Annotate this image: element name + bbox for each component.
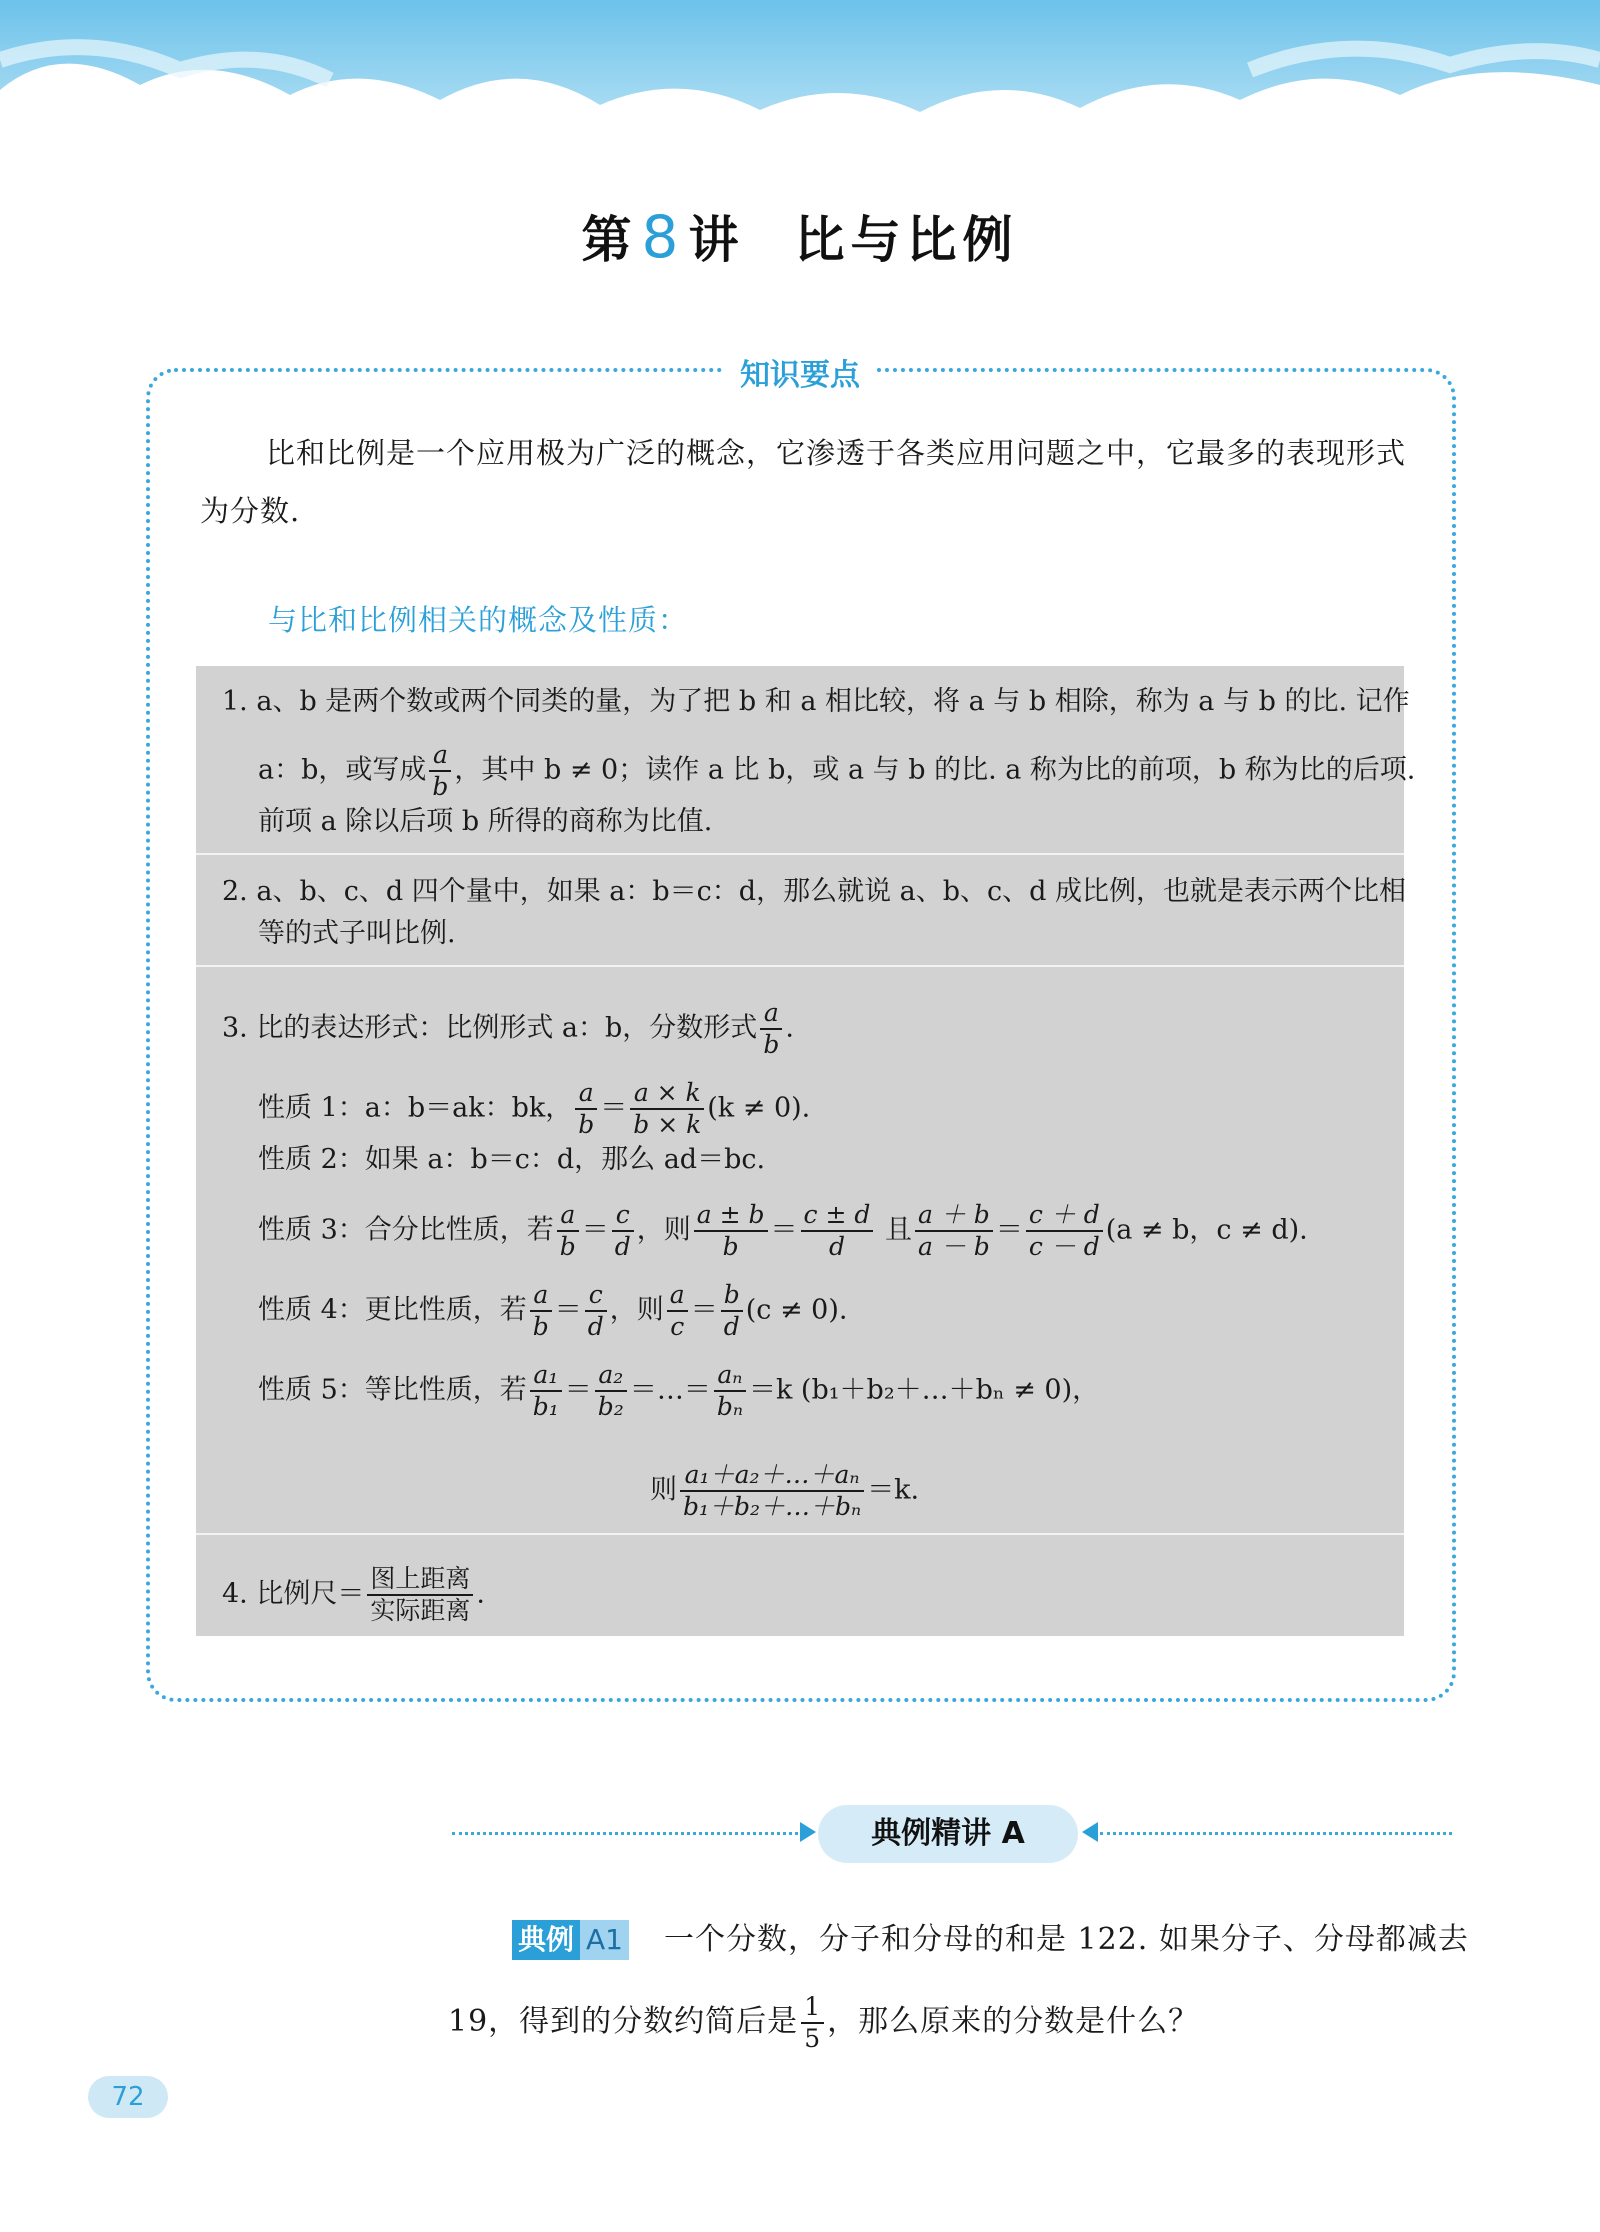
knowledge-points-label: 知识要点 <box>0 350 1600 394</box>
lecture-title <box>0 200 1600 272</box>
title-prefix: 第 <box>581 210 638 269</box>
property-5: 性质 5：等比性质，若 $\frac{\text{a₁}}{\text{b₁}}$ ＝ $\frac{\text{a₂}}{\text{b₂}}$ ＝…＝ $\frac{\text{aₙ}}{\text{bₙ}}$ ＝k (b₁＋b₂＋…＋bₙ ≠ 0)， <box>258 1360 1100 1421</box>
arrow-left-icon <box>1082 1822 1098 1842</box>
section-divider-right <box>1100 1832 1452 1835</box>
property-1: 性质 1：a：b＝ak：bk， $\frac{a}{b}$ ＝ $\frac{a \times k}{b \times k}$ (k ≠ 0). <box>258 1078 811 1139</box>
lecture-number: 8 <box>641 203 685 271</box>
arrow-right-icon <box>800 1822 816 1842</box>
item-2-line-2: 等的式子叫比例. <box>258 918 456 949</box>
intro-paragraph: 比和比例是一个应用极为广泛的概念，它渗透于各类应用问题之中，它最多的表现形式为分数. <box>200 436 1407 528</box>
item-1-line-3: 前项 a 除以后项 b 所得的商称为比值. <box>258 806 713 837</box>
row-divider <box>196 1533 1404 1535</box>
page-number: 72 <box>88 2076 168 2118</box>
property-3: 性质 3：合分比性质，若 $\frac{a}{b}$ ＝ $\frac{c}{d}$ ，则 $\frac{a \pm b}{b}$ ＝ $\frac{c \pm d}{d}$ 且 $\frac{a + b}{a - b}$ ＝ $\frac{c + d}{c - d}$ (a ≠ b，c ≠ d). <box>258 1200 1308 1261</box>
item-3-line-1: 3. 比的表达形式：比例形式 a：b，分数形式 $\frac{a}{b}$ . <box>222 998 794 1059</box>
examples-heading: 典例精讲 A <box>818 1805 1078 1863</box>
example-question-line-2: 19，得到的分数约简后是 $\frac{1}{5}$ ，那么原来的分数是什么？ <box>448 1992 1200 2053</box>
row-divider <box>196 853 1404 855</box>
row-divider <box>196 965 1404 967</box>
item-1-line-1: 1. a、b 是两个数或两个同类的量，为了把 b 和 a 相比较，将 a 与 b 相除，称为 a 与 b 的比. 记作 <box>222 686 1410 717</box>
title-suffix: 讲 <box>688 210 745 269</box>
cloud-header-band <box>0 0 1600 150</box>
property-5-result: 则 $\frac{\text{a₁＋a₂＋…＋aₙ}}{\text{b₁＋b₂＋…＋bₙ}}$ ＝k. <box>650 1460 920 1521</box>
concepts-subhead: 与比和比例相关的概念及性质： <box>268 603 689 637</box>
example-tag: 典例 A1 <box>512 1920 629 1960</box>
example-question-line-1: 一个分数，分子和分母的和是 122. 如果分子、分母都减去 <box>664 1922 1469 1957</box>
item-2-line-1: 2. a、b、c、d 四个量中，如果 a：b＝c：d，那么就说 a、b、c、d 成比例，也就是表示两个比相 <box>222 876 1407 907</box>
section-divider-left <box>452 1832 798 1835</box>
property-4: 性质 4：更比性质，若 $\frac{a}{b}$ ＝ $\frac{c}{d}$ ，则 $\frac{a}{c}$ ＝ $\frac{b}{d}$ (c ≠ 0). <box>258 1280 848 1341</box>
lecture-topic: 比与比例 <box>794 210 1019 269</box>
property-2: 性质 2：如果 a：b＝c：d，那么 ad＝bc. <box>258 1144 766 1175</box>
item-4-scale: 4. 比例尺＝ $\frac{\text{图上距离}}{\text{实际距离}}$ . <box>222 1564 485 1625</box>
item-1-line-2: a：b，或写成 $\frac{a}{b}$ ，其中 b ≠ 0；读作 a 比 b，或 a 与 b 的比. a 称为比的前项，b 称为比的后项. <box>258 740 1416 801</box>
